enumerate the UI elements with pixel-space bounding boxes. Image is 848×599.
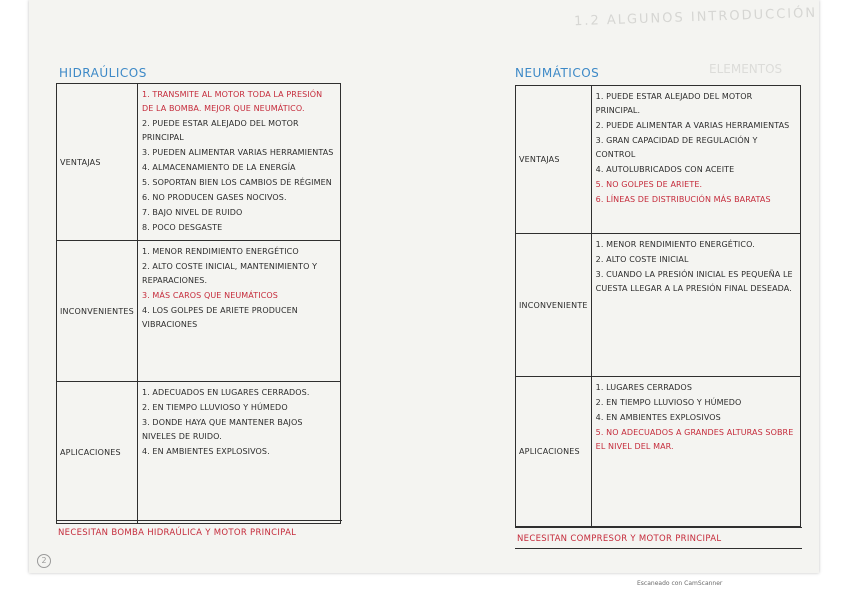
- list-item: 4. AUTOLUBRICADOS CON ACEITE: [595, 165, 735, 174]
- row-content: [137, 84, 340, 241]
- notes-sheet: [29, 0, 819, 573]
- item-list: [596, 381, 796, 454]
- list-item: 4. LOS GOLPES DE ARIETE PRODUCEN VIBRACIONES: [141, 306, 298, 329]
- list-item: 1. LUGARES CERRADOS: [595, 383, 693, 392]
- row-content: [591, 377, 800, 527]
- list-item: 1. MENOR RENDIMIENTO ENERGÉTICO: [141, 247, 299, 256]
- table-row: [57, 84, 341, 241]
- row-label: INCONVENIENTES: [57, 241, 138, 382]
- right-section-title: NEUMÁTICOS: [515, 66, 600, 80]
- list-item: 5. NO ADECUADOS A GRANDES ALTURAS SOBRE EL NIVEL DEL MAR.: [595, 428, 794, 451]
- list-item: 5. SOPORTAN BIEN LOS CAMBIOS DE RÉGIMEN: [141, 178, 332, 187]
- list-item: 7. BAJO NIVEL DE RUIDO: [141, 208, 243, 217]
- footer-divider: [515, 548, 802, 549]
- list-item: 4. EN AMBIENTES EXPLOSIVOS.: [141, 447, 270, 456]
- item-list: [596, 90, 796, 207]
- list-item: 2. PUEDE ALIMENTAR A VARIAS HERRAMIENTAS: [595, 121, 790, 130]
- list-item: 2. EN TIEMPO LLUVIOSO Y HÚMEDO: [595, 398, 742, 407]
- list-item: 1. PUEDE ESTAR ALEJADO DEL MOTOR PRINCIPAL.: [595, 92, 753, 115]
- left-footer-note: NECESITAN BOMBA HIDRAÚLICA Y MOTOR PRINCIPAL: [58, 528, 297, 538]
- list-item: 1. ADECUADOS EN LUGARES CERRADOS.: [141, 388, 310, 397]
- item-list: [142, 386, 336, 459]
- list-item: 2. ALTO COSTE INICIAL, MANTENIMIENTO Y REPARACIONES.: [141, 262, 318, 285]
- row-label: INCONVENIENTE: [516, 234, 592, 377]
- row-content: [591, 234, 800, 377]
- row-content: [137, 382, 340, 524]
- table-row: [57, 241, 341, 382]
- list-item: 3. PUEDEN ALIMENTAR VARIAS HERRAMIENTAS: [141, 148, 334, 157]
- list-item: 3. MÁS CAROS QUE NEUMÁTICOS: [141, 291, 278, 300]
- hydraulic-table: [56, 83, 341, 524]
- list-item: 2. EN TIEMPO LLUVIOSO Y HÚMEDO: [141, 403, 288, 412]
- list-item: 1. MENOR RENDIMIENTO ENERGÉTICO.: [595, 240, 755, 249]
- row-label: VENTAJAS: [57, 84, 138, 241]
- row-content: [137, 241, 340, 382]
- item-list: [142, 88, 336, 235]
- pneumatic-table: [515, 85, 801, 527]
- list-item: 1. TRANSMITE AL MOTOR TODA LA PRESIÓN DE LA BOMBA. MEJOR QUE NEUMÁTICO.: [141, 90, 323, 113]
- list-item: 3. CUANDO LA PRESIÓN INICIAL ES PEQUEÑA LE CUESTA LLEGAR A LA PRESIÓN FINAL DESEADA.: [595, 270, 793, 293]
- list-item: 2. ALTO COSTE INICIAL: [595, 255, 689, 264]
- list-item: 4. EN AMBIENTES EXPLOSIVOS: [595, 413, 721, 422]
- table-row: [516, 86, 801, 234]
- row-label: APLICACIONES: [57, 382, 138, 524]
- faded-background-title: 1.2 ALGUNOS INTRODUCCIÓN: [573, 5, 818, 30]
- table-row: [516, 234, 801, 377]
- scanner-watermark: Escaneado con CamScanner: [637, 580, 723, 587]
- table-row: [516, 377, 801, 527]
- list-item: 3. DONDE HAYA QUE MANTENER BAJOS NIVELES DE RUIDO.: [141, 418, 303, 441]
- footer-divider: [56, 520, 342, 521]
- list-item: 3. GRAN CAPACIDAD DE REGULACIÓN Y CONTROL: [595, 136, 758, 159]
- row-label: APLICACIONES: [516, 377, 592, 527]
- list-item: 5. NO GOLPES DE ARIETE.: [595, 180, 703, 189]
- right-footer-note: NECESITAN COMPRESOR Y MOTOR PRINCIPAL: [517, 534, 722, 544]
- page-number-badge: 2: [37, 554, 51, 568]
- list-item: 6. NO PRODUCEN GASES NOCIVOS.: [141, 193, 287, 202]
- row-content: [591, 86, 800, 234]
- list-item: 2. PUEDE ESTAR ALEJADO DEL MOTOR PRINCIPAL: [141, 119, 299, 142]
- list-item: 4. ALMACENAMIENTO DE LA ENERGÍA: [141, 163, 296, 172]
- table-row: [57, 382, 341, 524]
- item-list: [596, 238, 796, 296]
- list-item: 8. POCO DESGASTE: [141, 223, 223, 232]
- footer-divider: [515, 527, 802, 528]
- item-list: [142, 245, 336, 332]
- list-item: 6. LÍNEAS DE DISTRIBUCIÓN MÁS BARATAS: [595, 195, 771, 204]
- row-label: VENTAJAS: [516, 86, 592, 234]
- faded-background-heading: ELEMENTOS: [709, 62, 783, 76]
- left-section-title: HIDRAÚLICOS: [59, 66, 147, 80]
